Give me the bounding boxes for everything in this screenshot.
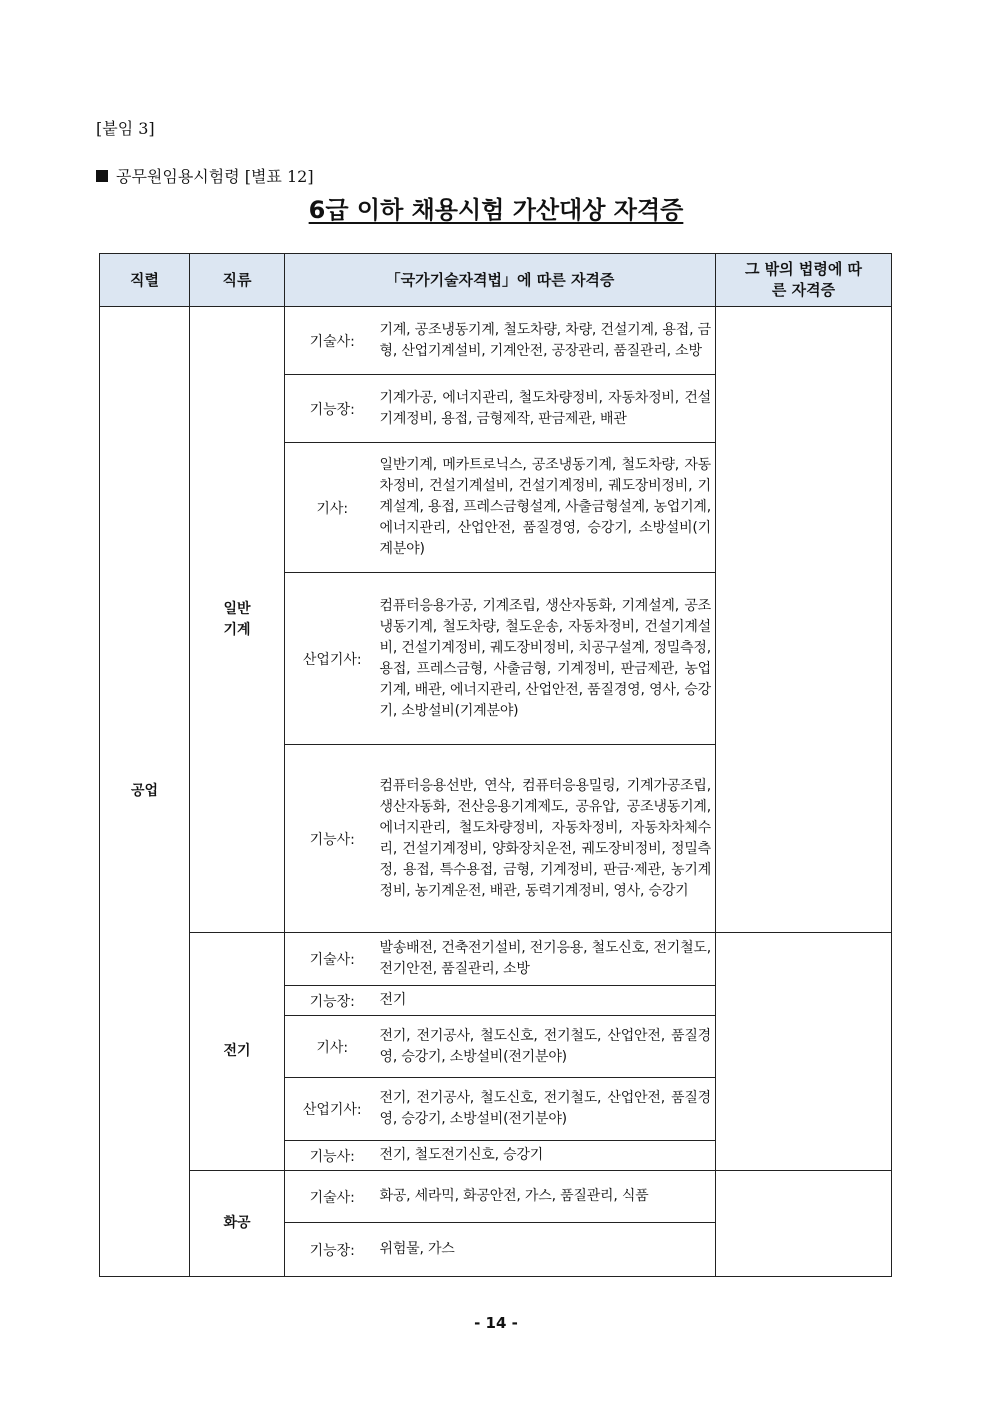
qualification-cell: 전기 xyxy=(380,986,716,1016)
source-text: 공무원임용시험령 [별표 12] xyxy=(116,167,314,186)
grade-cell: 산업기사: xyxy=(285,1078,380,1141)
other-qualification-cell xyxy=(716,307,892,933)
other-qualification-cell xyxy=(716,1171,892,1277)
table-row xyxy=(100,933,892,986)
attachment-label: [붙임 3] xyxy=(96,119,155,138)
page-number: - 14 - xyxy=(474,1314,518,1332)
header-other-qualifications: 그 밖의 법령에 따른 자격증 xyxy=(716,254,892,307)
grade-cell: 기술사: xyxy=(285,307,380,375)
category-cell: 일반 기계 xyxy=(190,307,285,933)
table-row xyxy=(100,307,892,375)
table-row xyxy=(100,1171,892,1223)
grade-cell: 기능장: xyxy=(285,986,380,1016)
qualification-cell: 전기, 전기공사, 철도신호, 전기철도, 산업안전, 품질경영, 승강기, 소방설비(전기분야) xyxy=(380,1078,716,1141)
qualification-cell: 컴퓨터응용가공, 기계조립, 생산자동화, 기계설계, 공조냉동기계, 철도차량, 철도운송, 자동차정비, 건설기계설비, 건설기계정비, 궤도장비정비, 치공구설계, 정밀측정, 용접, 프레스금형, 사출금형, 기계정비, 판금제관, 농업기계, 배관, 에너지관리, 산업안전, 품질경영, 영사, 승강기, 소방설비(기계분야) xyxy=(380,573,716,745)
series-cell: 공업 xyxy=(100,307,190,1277)
qualification-cell: 기계가공, 에너지관리, 철도차량정비, 자동차정비, 건설기계정비, 용접, 금형제작, 판금제관, 배관 xyxy=(380,375,716,443)
grade-cell: 기능장: xyxy=(285,375,380,443)
grade-cell: 기사: xyxy=(285,443,380,573)
category-cell: 전기 xyxy=(190,933,285,1171)
grade-cell: 기능사: xyxy=(285,1141,380,1171)
header-series: 직렬 xyxy=(100,254,190,307)
grade-cell: 기능장: xyxy=(285,1223,380,1277)
qualification-cell: 컴퓨터응용선반, 연삭, 컴퓨터응용밀링, 기계가공조립, 생산자동화, 전산응용기계제도, 공유압, 공조냉동기계, 에너지관리, 철도차량정비, 자동차정비, 자동차차체수리, 건설기계정비, 양화장치운전, 궤도장비정비, 정밀측정, 용접, 특수용접, 금형, 기계정비, 판금·제관, 농기계정비, 농기계운전, 배관, 동력기계정비, 영사, 승강기 xyxy=(380,745,716,933)
qualification-cell: 전기, 철도전기신호, 승강기 xyxy=(380,1141,716,1171)
grade-cell: 기사: xyxy=(285,1016,380,1078)
header-national-qualifications: 「국가기술자격법」에 따른 자격증 xyxy=(285,254,716,307)
qualification-cell: 기계, 공조냉동기계, 철도차량, 차량, 건설기계, 용접, 금형, 산업기계설비, 기계안전, 공장관리, 품질관리, 소방 xyxy=(380,307,716,375)
category-cell: 화공 xyxy=(190,1171,285,1277)
qualification-cell: 전기, 전기공사, 철도신호, 전기철도, 산업안전, 품질경영, 승강기, 소방설비(전기분야) xyxy=(380,1016,716,1078)
grade-cell: 기능사: xyxy=(285,745,380,933)
qualification-table xyxy=(99,253,892,1277)
header-category: 직류 xyxy=(190,254,285,307)
grade-cell: 산업기사: xyxy=(285,573,380,745)
square-bullet-icon xyxy=(96,170,108,182)
page-title: 6급 이하 채용시험 가산대상 자격증 xyxy=(308,196,684,224)
qualification-cell: 화공, 세라믹, 화공안전, 가스, 품질관리, 식품 xyxy=(380,1171,716,1223)
other-qualification-cell xyxy=(716,933,892,1171)
grade-cell: 기술사: xyxy=(285,1171,380,1223)
grade-cell: 기술사: xyxy=(285,933,380,986)
qualification-cell: 위험물, 가스 xyxy=(380,1223,716,1277)
table-header-row xyxy=(100,254,892,307)
source-label xyxy=(96,164,314,187)
qualification-cell: 일반기계, 메카트로닉스, 공조냉동기계, 철도차량, 자동차정비, 건설기계설비, 건설기계정비, 궤도장비정비, 기계설계, 용접, 프레스금형설계, 사출금형설계, 농업기계, 에너지관리, 산업안전, 품질경영, 승강기, 소방설비(기계분야) xyxy=(380,443,716,573)
qualification-cell: 발송배전, 건축전기설비, 전기응용, 철도신호, 전기철도, 전기안전, 품질관리, 소방 xyxy=(380,933,716,986)
